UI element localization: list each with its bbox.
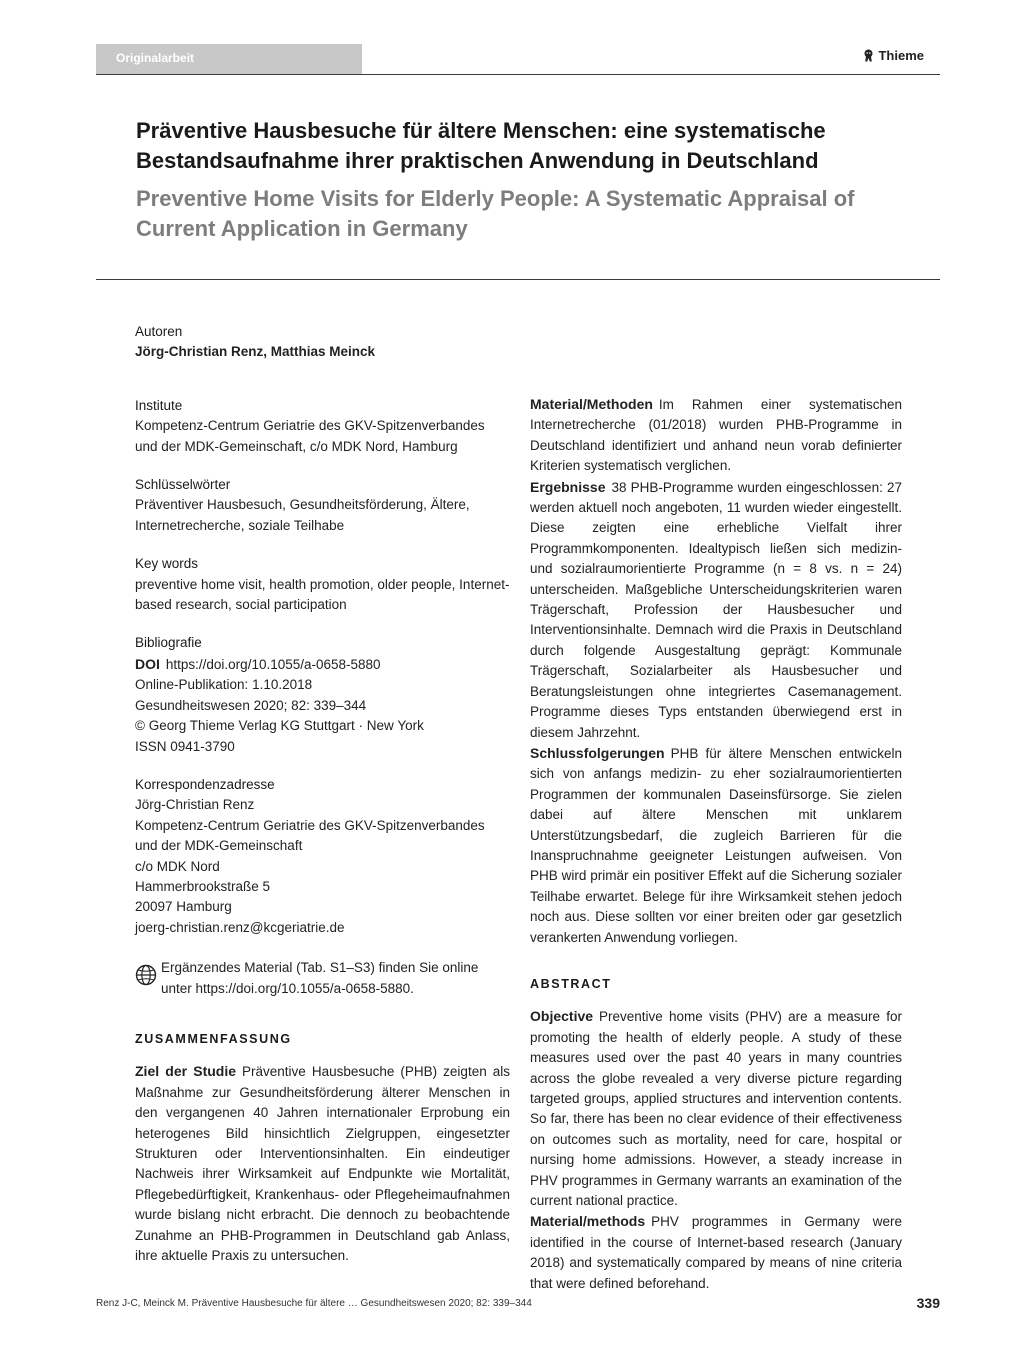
journal-citation: Gesundheitswesen 2020; 82: 339–344 [135, 697, 367, 713]
title-german: Präventive Hausbesuche für ältere Menschen: eine systematische Bestandsaufnahme ihrer praktischen Anwendung in Deutschland [136, 118, 826, 173]
header-divider [96, 74, 940, 75]
online-publication: Online-Publikation: 1.10.2018 [135, 677, 313, 693]
keywords-en-block [135, 554, 510, 615]
schluss-paragraph [530, 743, 902, 948]
schluss-label: Schlussfolgerungen [530, 744, 665, 761]
correspondence-line: 20097 Hamburg [135, 899, 232, 915]
objective-text: Preventive home visits (PHV) are a measure for promoting the health of elderly people. A study of these measures used over the past 40 years in many countries across the globe revealed a very diverse picture regarding targeted groups, applied structures and intervention contents. So far, there has been no clear evidence of their effectiveness on outcomes such as mortality, need for care, hospital or nursing home admissions. However, a steady increase in PHV programmes in Germany warrants an examination of the current national practice. [530, 1009, 902, 1209]
methoden-text: Im Rahmen einer systematischen Internetrecherche (01/2018) wurden PHB-Programme in Deutschland identifiziert und anhand neun vorab definierter Kriterien systematisch verglichen. [530, 397, 902, 474]
doi-line [135, 654, 510, 675]
institute-label: Institute [135, 397, 183, 413]
title-divider [96, 279, 940, 280]
correspondence-block [135, 775, 510, 938]
page-number: 339 [916, 1295, 940, 1311]
institute-text: Kompetenz-Centrum Geriatrie des GKV-Spitzenverbandes und der MDK-Gemeinschaft, c/o MDK Nord, Hamburg [135, 418, 485, 454]
keywords-en-text: preventive home visit, health promotion, older people, Internet-based research, social participation [135, 576, 510, 613]
left-column [135, 322, 510, 1266]
correspondence-label: Korrespondenzadresse [135, 776, 275, 792]
methoden-label: Material/Methoden [530, 396, 653, 412]
ziel-label: Ziel der Studie [135, 1063, 237, 1080]
zusammenfassung-section [135, 1029, 510, 1266]
correspondence-line: und der MDK-Gemeinschaft [135, 838, 303, 854]
globe-icon [135, 964, 157, 986]
keywords-de-label: Schlüsselwörter [135, 477, 231, 493]
doi-link[interactable]: https://doi.org/10.1055/a-0658-5880 [165, 656, 381, 672]
correspondence-line: Hammerbrookstraße 5 [135, 878, 271, 894]
issn: ISSN 0941-3790 [135, 738, 235, 754]
ergebnisse-text: 38 PHB-Programme wurden eingeschlossen: 27 werden aktuell noch angeboten, 11 wurden wieder eingestellt. Diese zeigten eine erhebliche Vielfalt ihrer Programmkomponenten. Idealtypisch ließen sich medizin- und sozialraumorientierte Programme (n = 8 vs. n = 24) unterscheiden. Maßgebliche Unterscheidungskriterien waren Trägerschaft, Profession der Hausbesucher und Interventionsinhalte. Demnach wird die Praxis in Deutschland durch folgende Ausgestaltung geprägt: Kommunale Trägerschaft, Sozialarbeiter als Hausbesucher und Beratungsleistungen ohne integriertes Casemanagement. Programme dieses Typs entstanden überwiegend erst in diesem Jahrzehnt. [530, 479, 902, 740]
authors-label: Autoren [135, 324, 183, 339]
footer-citation: Renz J-C, Meinck M. Präventive Hausbesuche für ältere … Gesundheitswesen 2020; 82: 339–344 [96, 1298, 532, 1309]
correspondence-line: c/o MDK Nord [135, 858, 220, 874]
doi-label: DOI [135, 655, 160, 672]
objective-paragraph [530, 1006, 902, 1211]
authors-names: Jörg-Christian Renz, Matthias Meinck [135, 344, 376, 360]
correspondence-email[interactable]: joerg-christian.renz@kcgeriatrie.de [135, 919, 345, 935]
objective-label: Objective [530, 1008, 594, 1025]
publisher-logo [863, 48, 924, 63]
methods-label: Material/methods [530, 1213, 646, 1230]
methoden-paragraph [530, 394, 902, 477]
right-column [530, 394, 902, 1294]
authors-block [135, 322, 510, 363]
section-banner [96, 44, 362, 74]
keywords-de-block [135, 475, 510, 536]
supplementary-text[interactable]: Ergänzendes Material (Tab. S1–S3) finden Sie online unter https://doi.org/10.1055/a-0658-5880. [161, 960, 479, 996]
bibliography-label: Bibliografie [135, 635, 202, 651]
abstract-section [530, 974, 902, 1294]
institute-block [135, 396, 510, 457]
keywords-de-text: Präventiver Hausbesuch, Gesundheitsförderung, Ältere, Internetrecherche, soziale Teilhabe [135, 497, 470, 533]
supplementary-note [135, 958, 510, 999]
correspondence-line: Jörg-Christian Renz [135, 797, 255, 813]
ergebnisse-label: Ergebnisse [530, 478, 606, 495]
zusammenfassung-heading: ZUSAMMENFASSUNG [135, 1031, 292, 1046]
publisher-name: Thieme [878, 48, 924, 63]
correspondence-line: Kompetenz-Centrum Geriatrie des GKV-Spitzenverbandes [135, 817, 485, 833]
keywords-en-label: Key words [135, 556, 199, 572]
ziel-paragraph [135, 1061, 510, 1266]
methods-text: PHV programmes in Germany were identified in the course of Internet-based research (January 2018) and systematically compared by means of nine criteria that were defined beforehand. [530, 1214, 902, 1291]
title-english: Preventive Home Visits for Elderly People: A Systematic Appraisal of Current Application in Germany [136, 186, 855, 241]
section-category: Originalarbeit [116, 51, 195, 65]
abstract-heading: ABSTRACT [530, 976, 612, 991]
bibliography-block [135, 633, 510, 756]
ergebnisse-paragraph [530, 477, 902, 743]
copyright: © Georg Thieme Verlag KG Stuttgart · New York [135, 718, 424, 734]
methods-paragraph [530, 1211, 902, 1294]
ziel-text: Präventive Hausbesuche (PHB) zeigten als Maßnahme zur Gesundheitsförderung älterer Menschen in den vergangenen 40 Jahren internationaler Erprobung ein heterogenes Bild hinsichtlich Zielgruppen, eingesetzter Strukturen oder Interventionsinhalten. Ein eindeutiger Nachweis ihrer Wirksamkeit auf Endpunkte wie Mortalität, Pflegebedürftigkeit, Krankenhaus- oder Pflegeheimaufnahmen wurde bislang nicht erbracht. Die dennoch zu beobachtende Zunahme an PHB-Programmen in Deutschland gab Anlass, ihre aktuelle Praxis zu untersuchen. [135, 1064, 510, 1264]
thieme-logo-icon [863, 49, 874, 62]
schluss-text: PHB für ältere Menschen entwickeln sich von anfangs medizin- zu eher sozialraumorientierten Programmen der kommunalen Daseinsfürsorge. Sie zielen dabei auf ältere Menschen mit unklarem Unterstützungsbedarf, die zugleich Barrieren für die Inanspruchnahme geeigneter Leistungen aufweisen. Von PHB wird primär ein positiver Effekt auf die Sicherung sozialer Teilhabe erwartet. Belege für ihre Wirksamkeit stehen jedoch noch aus. Diese sollten vor einer breiten oder gar gesetzlich verankerten Anwendung vorliegen. [530, 745, 902, 945]
